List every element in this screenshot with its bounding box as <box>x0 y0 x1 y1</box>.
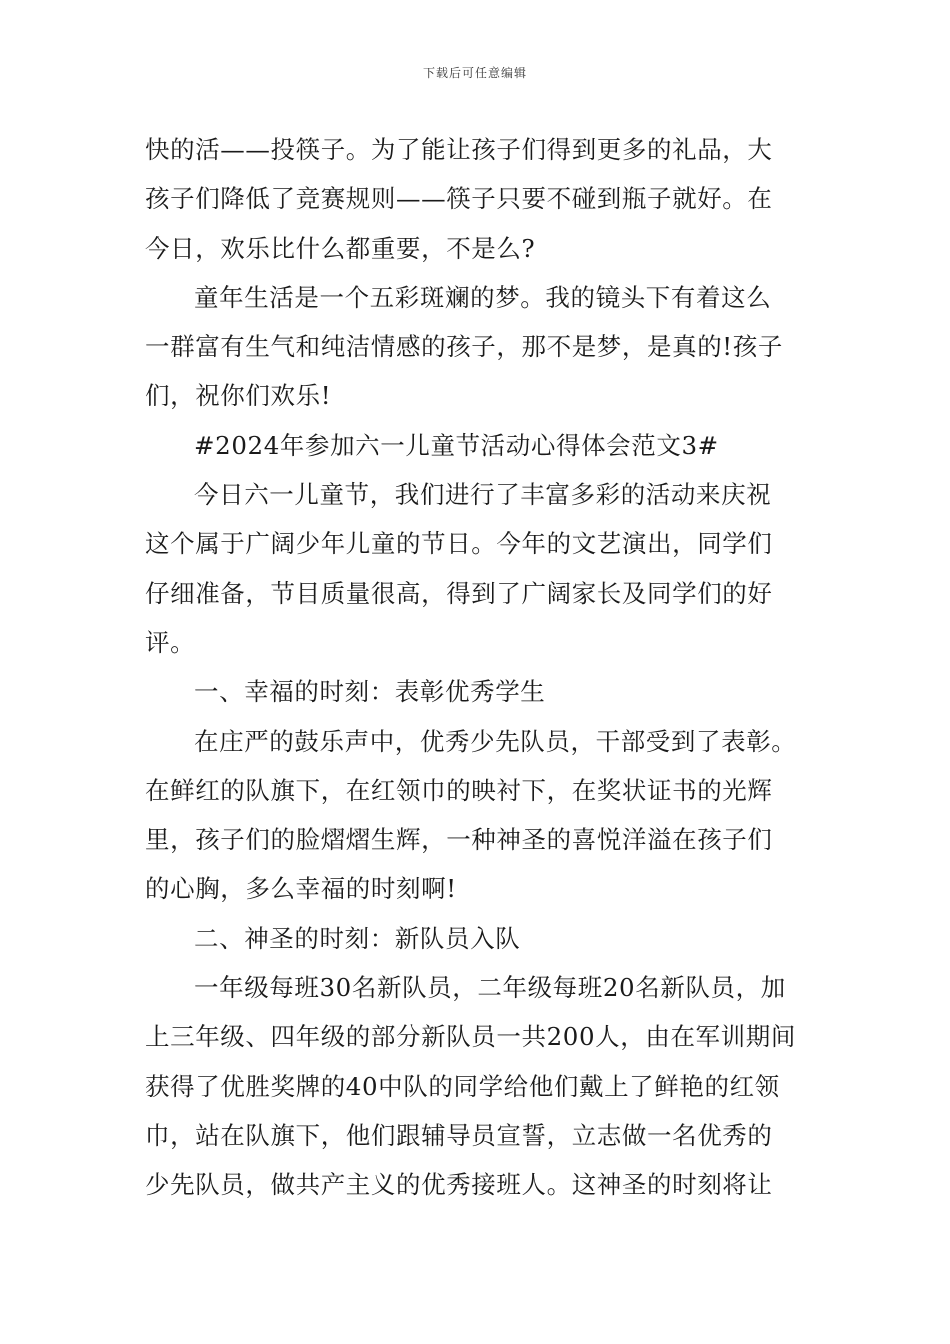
text-line: 一年级每班30名新队员，二年级每班20名新队员，加 <box>194 973 786 1003</box>
text-line: 在庄严的鼓乐声中，优秀少先队员，干部受到了表彰。 <box>194 726 797 756</box>
subsection-heading: 一、幸福的时刻：表彰优秀学生 <box>194 677 546 707</box>
text-line: 评。 <box>145 627 196 657</box>
text-line: 少先队员，做共产主义的优秀接班人。这神圣的时刻将让 <box>145 1170 773 1200</box>
text-line: 一群富有生气和纯洁情感的孩子，那不是梦，是真的!孩子 <box>145 332 783 362</box>
text-line: 上三年级、四年级的部分新队员一共200人，由在军训期间 <box>145 1022 796 1052</box>
text-line: 孩子们降低了竞赛规则——筷子只要不碰到瓶子就好。在 <box>145 184 773 214</box>
text-line: 今日，欢乐比什么都重要，不是么? <box>145 233 536 263</box>
text-line: 巾，站在队旗下，他们跟辅导员宣誓，立志做一名优秀的 <box>145 1120 773 1150</box>
text-line: 里，孩子们的脸熠熠生辉，一种神圣的喜悦洋溢在孩子们 <box>145 825 773 855</box>
document-body <box>145 125 815 1210</box>
text-line: 快的活——投筷子。为了能让孩子们得到更多的礼品，大 <box>145 135 773 164</box>
text-line: 今日六一儿童节，我们进行了丰富多彩的活动来庆祝 <box>194 480 772 510</box>
subsection-heading: 二、神圣的时刻：新队员入队 <box>194 923 521 953</box>
text-line: 这个属于广阔少年儿童的节日。今年的文艺演出，同学们 <box>145 529 773 559</box>
page-header: 下载后可任意编辑 <box>422 66 527 80</box>
section-title: #2024年参加六一儿童节活动心得体会范文3# <box>194 430 719 460</box>
text-line: 仔细准备，节目质量很高，得到了广阔家长及同学们的好 <box>145 578 773 608</box>
text-line: 在鲜红的队旗下，在红领巾的映衬下，在奖状证书的光辉 <box>145 775 773 805</box>
text-line: 的心胸，多么幸福的时刻啊! <box>145 874 457 904</box>
text-line: 们，祝你们欢乐! <box>145 381 332 411</box>
text-line: 获得了优胜奖牌的40中队的同学给他们戴上了鲜艳的红领 <box>145 1071 780 1101</box>
text-line: 童年生活是一个五彩斑斓的梦。我的镜头下有着这么 <box>194 282 772 312</box>
